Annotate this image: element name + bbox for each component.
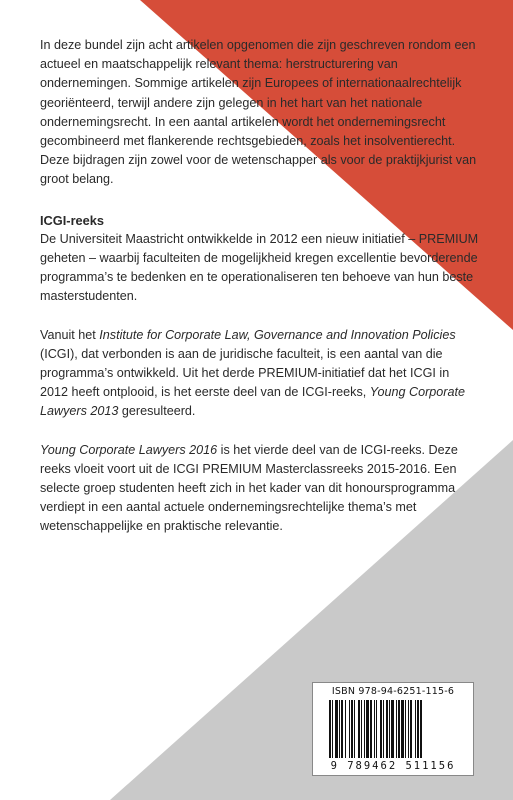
barcode-stripe — [376, 700, 377, 758]
barcode-stripe — [329, 700, 331, 758]
isbn-label: ISBN 978-94-6251-115-6 — [331, 686, 455, 697]
barcode-stripe — [396, 700, 397, 758]
barcode-stripe — [335, 700, 338, 758]
barcode-stripe — [366, 700, 369, 758]
barcode-stripe — [417, 700, 419, 758]
back-cover-text — [40, 36, 480, 556]
institute-name: Institute for Corporate Law, Governance and Innovation Policies — [99, 327, 456, 342]
barcode-stripe — [370, 700, 372, 758]
barcode-stripe — [415, 700, 416, 758]
barcode-stripe — [364, 700, 365, 758]
barcode-stripe — [391, 700, 394, 758]
barcode-stripe — [386, 700, 388, 758]
first-volume-title: Young Corporate Lawyers 2013 — [40, 385, 465, 419]
barcode-stripe — [401, 700, 404, 758]
barcode-stripe — [410, 700, 412, 758]
barcode-stripe — [361, 700, 362, 758]
barcode-bars — [327, 700, 459, 758]
barcode-stripe — [389, 700, 390, 758]
barcode-stripe — [332, 700, 333, 758]
barcode-stripe — [405, 700, 406, 758]
barcode-number: 9 789462 511156 — [330, 760, 456, 772]
barcode-stripe — [339, 700, 340, 758]
intro-paragraph: In deze bundel zijn acht artikelen opgenomen die zijn geschreven rondom een actueel en maatschappelijk relevant thema: herstructurering van ondernemingen. Sommige artikelen zijn Europees of internationaalrechtelijk georiënteerd, terwijl andere zijn gelegen in het hart van het nationale ondernemingsrecht. In een aantal artikelen wordt het ondernemingsrecht gecombineerd met flankerende rechtsgebieden, zoals het insolventierecht. Deze bijdragen zijn zowel voor de wetenschapper als voor de praktijkjurist van groot belang. — [40, 38, 477, 187]
current-volume-title: Young Corporate Lawyers 2016 — [40, 442, 218, 457]
barcode-stripe — [380, 700, 382, 758]
barcode-stripe — [374, 700, 375, 758]
barcode-stripe — [420, 700, 422, 758]
barcode-stripe — [408, 700, 409, 758]
barcode-stripe — [383, 700, 384, 758]
current-volume-paragraph — [40, 441, 480, 537]
icgi-paragraph — [40, 326, 480, 422]
barcode-stripe — [341, 700, 343, 758]
barcode-label — [312, 682, 474, 776]
icgi-paragraph-suffix: geresulteerd. — [118, 404, 196, 419]
current-volume-text: is het vierde deel van de ICGI-reeks. Deze reeks vloeit voort uit de ICGI PREMIUM Masterclassreeks 2015-2016. Een selecte groep studenten heeft zich in het kader van dit honoursprogramma verdiept in een aantal actuele ondernemingsrechtelijke thema’s met wetenschappelijke en praktische relevantie. — [40, 442, 458, 534]
icgi-paragraph-middle: (ICGI), dat verbonden is aan de juridische faculteit, is een aantal van die programma’s ontwikkeld. Uit het derde PREMIUM-initiatief dat het ICGI in 2012 heeft ontplooid, is het eerste deel van de ICGI-reeks, — [40, 346, 450, 400]
barcode-stripe — [398, 700, 400, 758]
barcode-stripe — [358, 700, 360, 758]
premium-paragraph: De Universiteit Maastricht ontwikkelde in 2012 een nieuw initiatief – PREMIUM geheten – waarbij faculteiten de mogelijkheid kregen excellentie bevorderende programma’s te bedenken en te operationaliseren ten behoeve van hun beste masterstudenten. — [40, 231, 479, 304]
section-heading: ICGI-reeks — [40, 212, 105, 228]
barcode-stripe — [351, 700, 353, 758]
barcode-stripe — [354, 700, 355, 758]
barcode-stripe — [349, 700, 350, 758]
barcode-stripe — [345, 700, 346, 758]
icgi-paragraph-prefix: Vanuit het — [40, 327, 100, 342]
